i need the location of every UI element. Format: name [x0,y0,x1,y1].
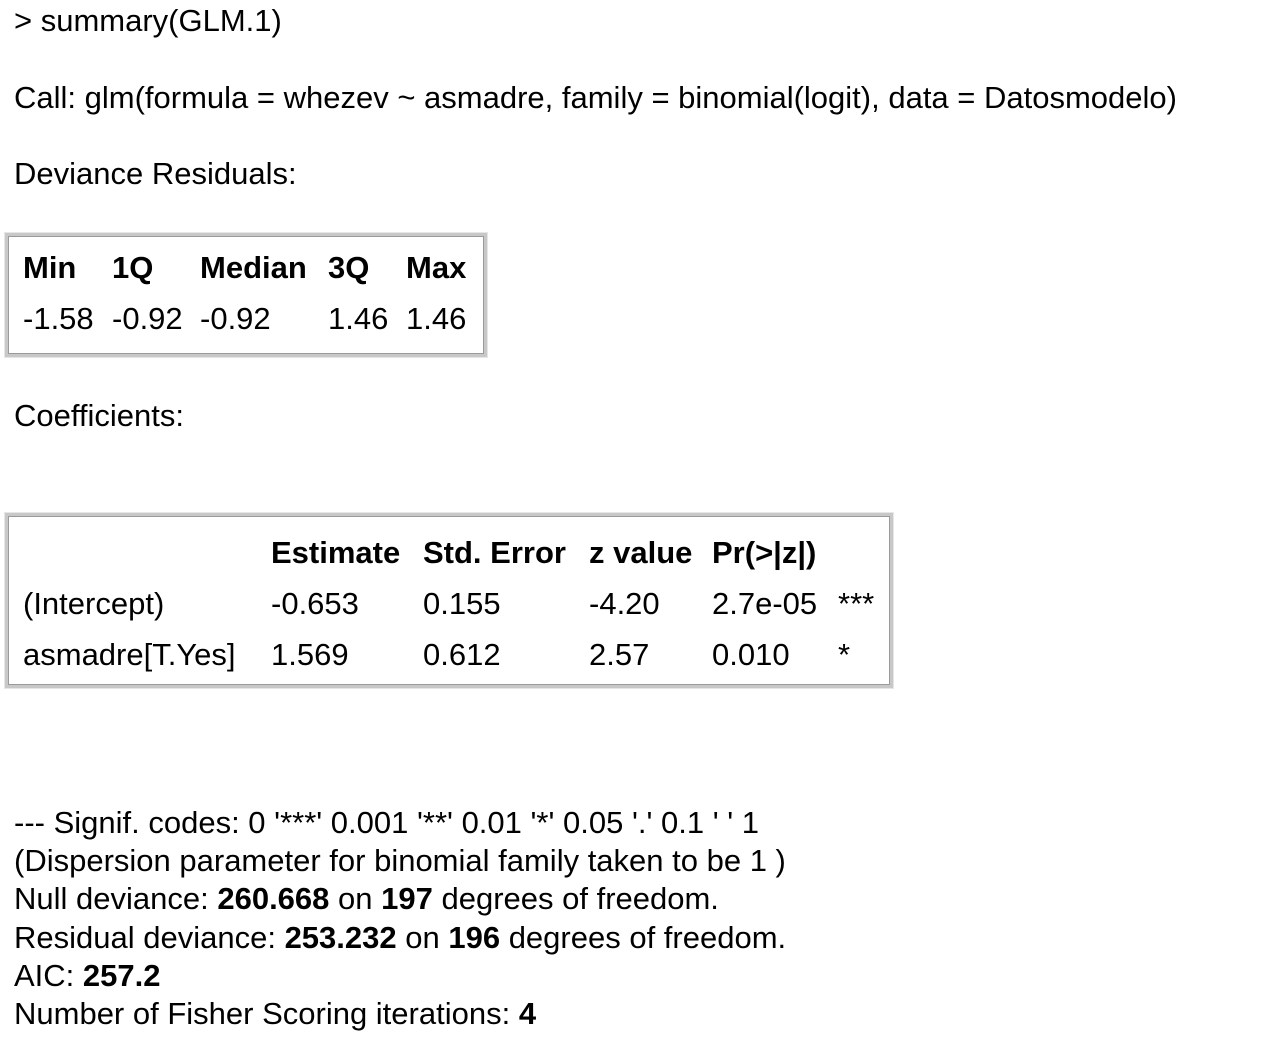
dispersion-line: (Dispersion parameter for binomial family taken to be 1 ) [14,843,786,878]
column-header-3q: 3Q [328,249,370,285]
r-command-line: > summary(GLM.1) [14,3,282,38]
deviance-residuals-table-box [5,233,487,357]
column-header-max: Max [406,249,467,285]
table-cell-1q: -0.92 [112,300,183,336]
table-cell-z-value: 2.57 [589,636,650,672]
table-cell-signif: *** [838,585,875,621]
table-header-row [23,242,476,293]
deviance-residuals-table [23,242,476,344]
table-header-row [23,527,883,578]
aic-label: AIC: [14,958,83,993]
null-deviance-df: 197 [381,881,433,916]
table-cell-p-value: 2.7e-05 [712,585,818,621]
null-deviance-suffix: degrees of freedom. [432,881,719,916]
column-header-min: Min [23,249,77,285]
aic-line [14,957,160,995]
column-header-median: Median [200,249,307,285]
coefficients-table [23,527,883,680]
null-deviance-on: on [329,881,382,916]
table-cell-std-error: 0.612 [423,636,501,672]
null-deviance-line [14,880,719,918]
fisher-iterations-label: Number of Fisher Scoring iterations: [14,996,519,1031]
deviance-residuals-heading: Deviance Residuals: [14,156,297,191]
glm-call-line: Call: glm(formula = whezev ~ asmadre, family = binomial(logit), data = Datosmodelo) [14,80,1177,115]
fisher-iterations-line [14,995,536,1033]
table-cell-median: -0.92 [200,300,271,336]
null-deviance-value: 260.668 [217,881,330,916]
table-cell-term: (Intercept) [23,585,165,621]
coefficients-table-box [5,513,893,688]
residual-deviance-df: 196 [448,920,501,955]
table-cell-std-error: 0.155 [423,585,501,621]
table-cell-estimate: 1.569 [271,636,349,672]
table-row [23,578,883,629]
table-cell-estimate: -0.653 [271,585,359,621]
signif-codes-line: --- Signif. codes: 0 '***' 0.001 '**' 0.01 '*' 0.05 '.' 0.1 ' ' 1 [14,805,760,840]
column-header-estimate: Estimate [271,534,401,570]
table-cell-term: asmadre[T.Yes] [23,636,236,672]
column-header-term [23,527,271,578]
column-header-signif [838,527,883,578]
residual-deviance-label: Residual deviance: [14,920,285,955]
residual-deviance-suffix: degrees of freedom. [500,920,787,955]
table-cell-min: -1.58 [23,300,94,336]
residual-deviance-on: on [396,920,449,955]
aic-value: 257.2 [82,958,161,993]
residual-deviance-line [14,919,786,957]
residual-deviance-value: 253.232 [284,920,397,955]
table-cell-p-value: 0.010 [712,636,790,672]
fisher-iterations-value: 4 [518,996,537,1031]
coefficients-heading: Coefficients: [14,398,185,433]
column-header-1q: 1Q [112,249,154,285]
table-cell-max: 1.46 [406,300,467,336]
column-header-std-error: Std. Error [423,534,566,570]
column-header-z-value: z value [589,534,693,570]
table-cell-signif: * [838,636,851,672]
table-cell-3q: 1.46 [328,300,389,336]
null-deviance-label: Null deviance: [14,881,218,916]
table-cell-z-value: -4.20 [589,585,660,621]
column-header-p-value: Pr(>|z|) [712,534,817,570]
table-row [23,629,883,680]
table-row [23,293,476,344]
